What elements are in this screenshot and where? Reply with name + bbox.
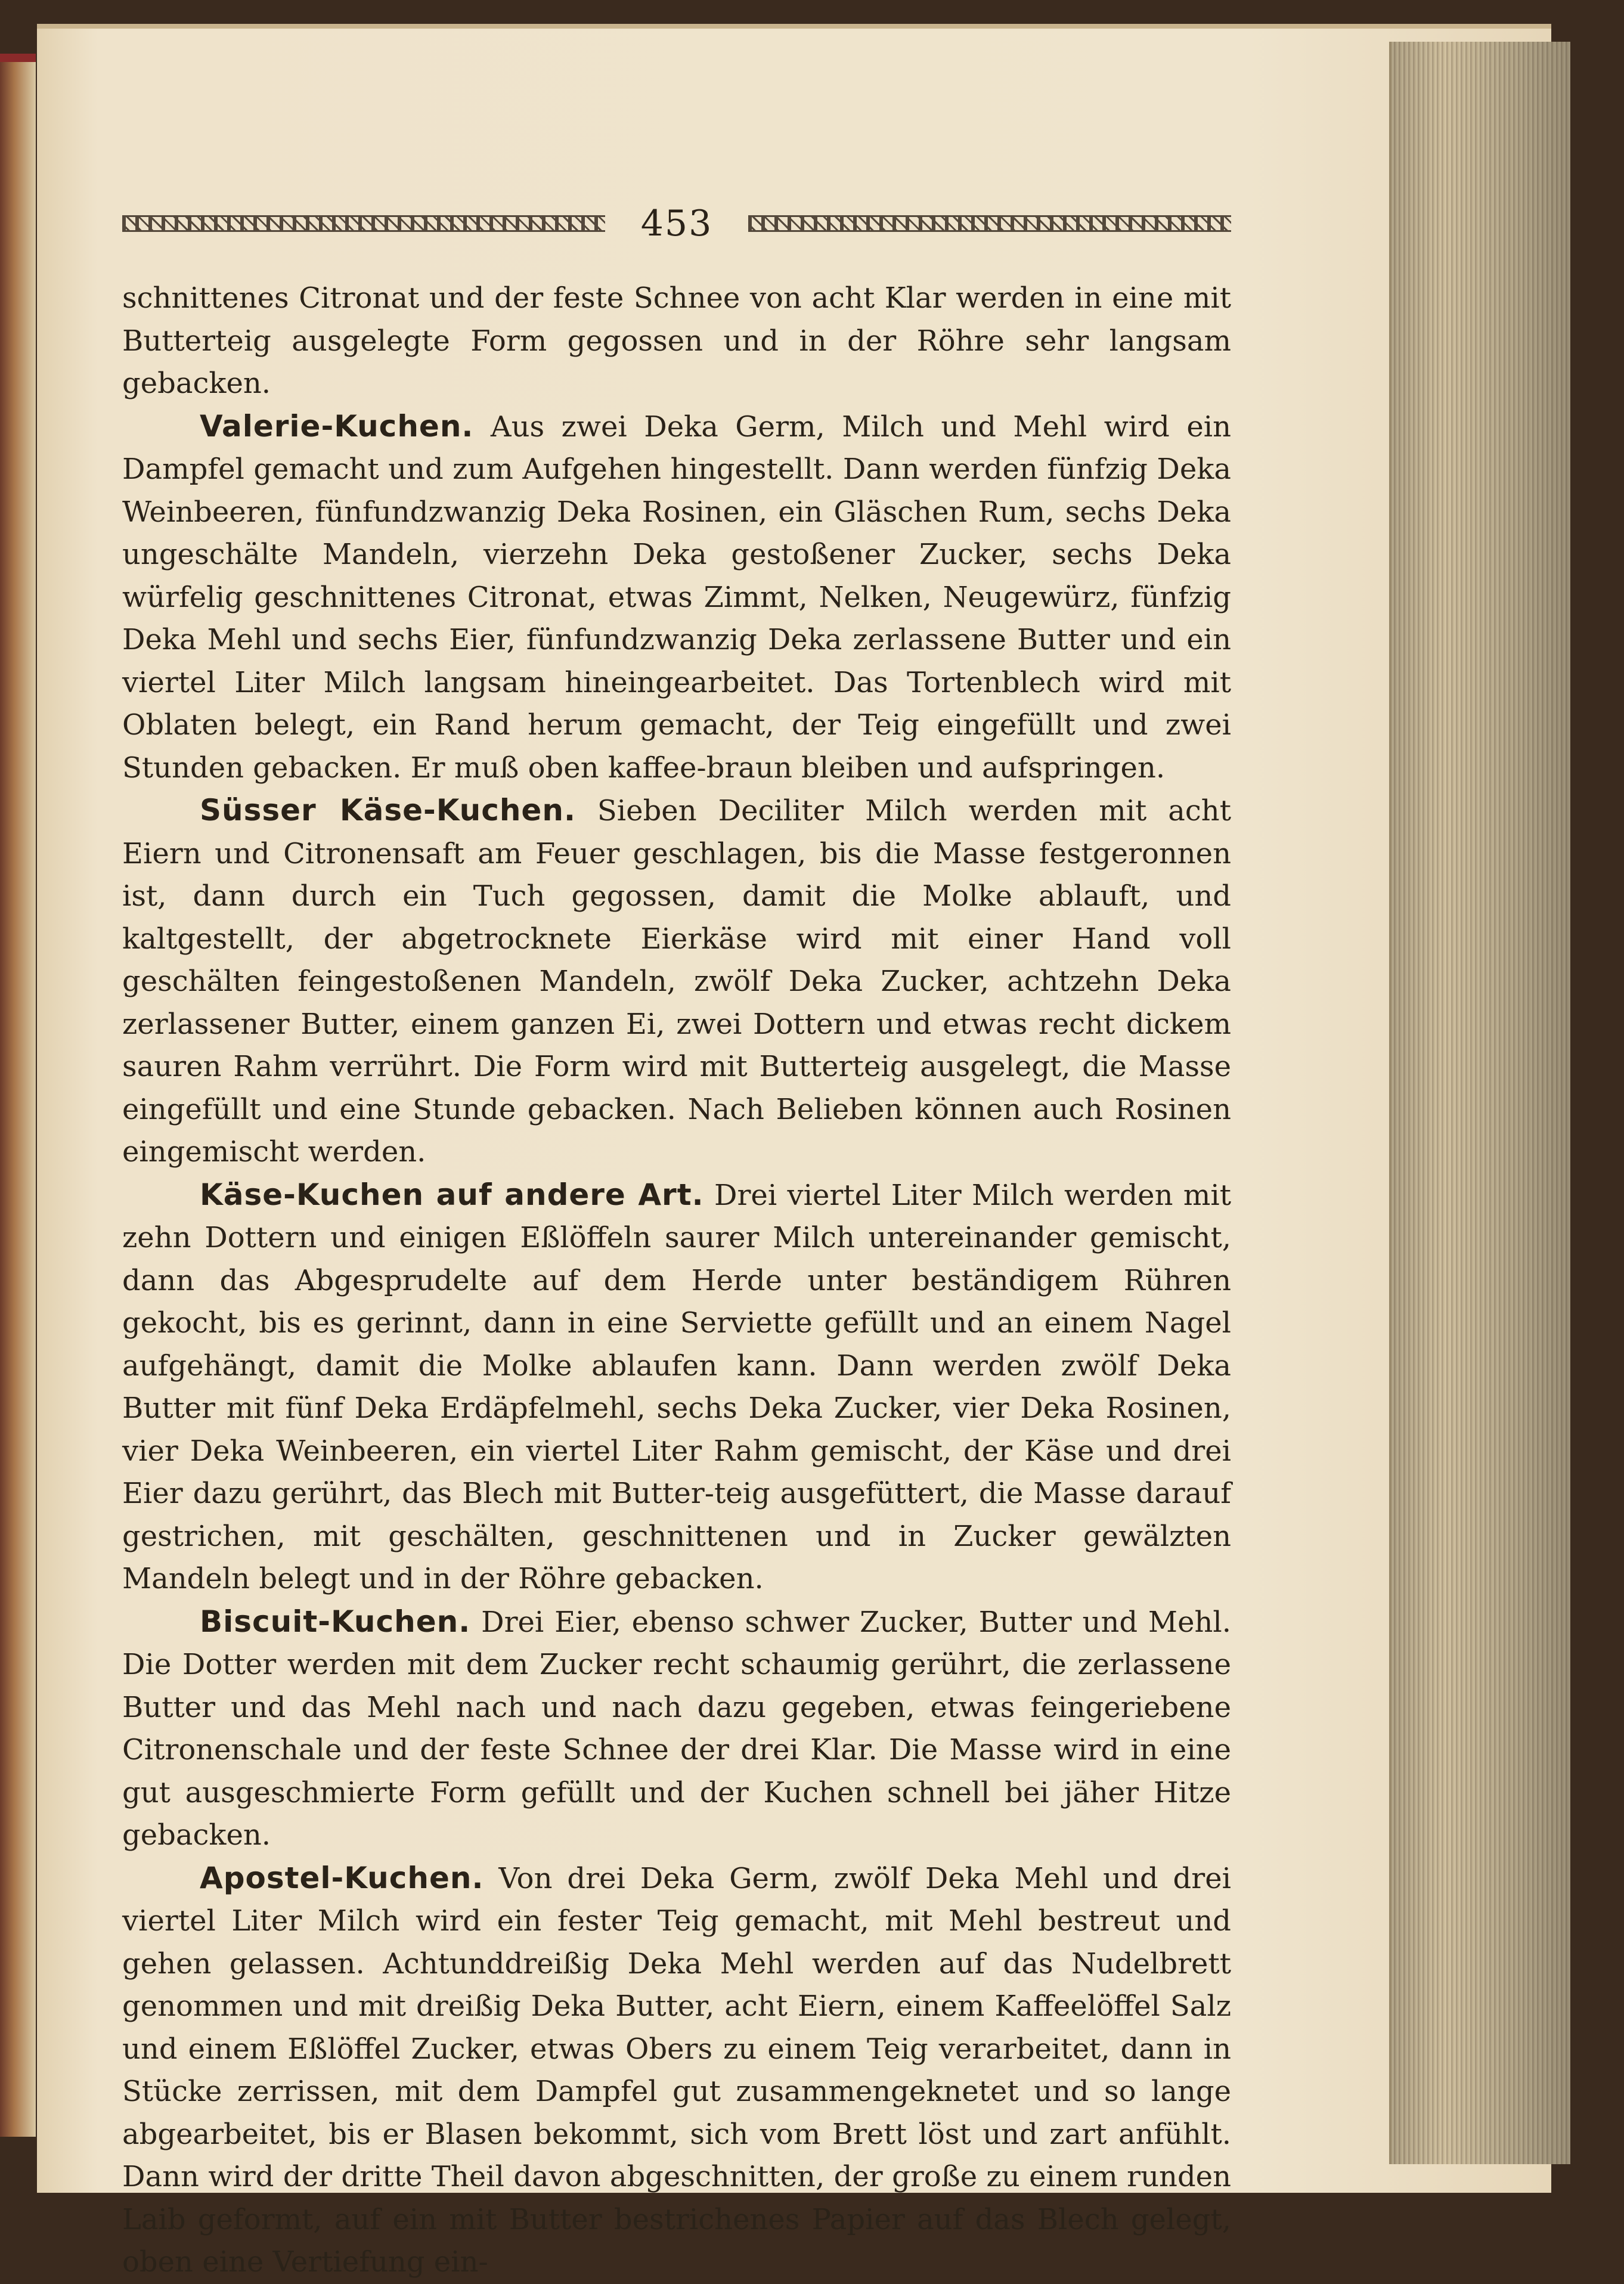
page-block-edges <box>1389 42 1570 2164</box>
recipe-valerie-kuchen: Valerie-Kuchen. Aus zwei Deka Germ, Milch und Mehl wird ein Dampfel gemacht und zum Aufgehen hingestellt. Dann werden fünfzig Deka Weinbeeren, fünfundzwanzig Deka Rosinen, ein Gläschen Rum, sechs Deka ungeschälte Mandeln, vierzehn Deka gestoßener Zucker, sechs Deka würfelig geschnittenes Citronat, etwas Zimmt, Nelken, Neugewürz, fünfzig Deka Mehl und sechs Eier, fünfundzwanzig Deka zerlassene Butter und ein viertel Liter Milch langsam hineingearbeitet. Das Tortenblech wird mit Oblaten belegt, ein Rand herum gemacht, der Teig eingefüllt und zwei Stunden gebacken. Er muß oben kaffee-braun bleiben und aufspringen. <box>122 408 1231 785</box>
recipe-heading: Biscuit-Kuchen. <box>200 1604 471 1639</box>
recipe-apostel-kuchen: Apostel-Kuchen. Von drei Deka Germ, zwölf Deka Mehl und drei viertel Liter Milch wird ein fester Teig gemacht, mit Mehl bestreut und gehen gelassen. Achtunddreißig Deka Mehl werden auf das Nudelbrett genommen und mit dreißig Deka Butter, acht Eiern, einem Kaffeelöffel Salz und einem Eßlöffel Zucker, etwas Obers zu einem Teig verarbeitet, dann in Stücke zerrissen, mit dem Dampfel gut zusammengeknetet und so lange abgearbeitet, bis er Blasen bekommt, sich vom Brett löst und zart anfühlt. Dann wird der dritte Theil davon abgeschnitten, der große zu einem runden Laib geformt, auf ein mit Butter bestrichenes Papier auf das Blech gelegt, oben eine Vertiefung ein- <box>122 1860 1231 2279</box>
recipe-kaese-kuchen-andere-art: Käse-Kuchen auf andere Art. Drei viertel Liter Milch werden mit zehn Dottern und einigen Eßlöffeln saurer Milch untereinander gemischt, dann das Abgesprudelte auf dem Herde unter beständigem Rühren gekocht, bis es gerinnt, dann in eine Serviette gefüllt und an einem Nagel aufgehängt, damit die Molke ablaufen kann. Dann werden zwölf Deka Butter mit fünf Deka Erdäpfelmehl, sechs Deka Zucker, vier Deka Rosinen, vier Deka Weinbeeren, ein viertel Liter Rahm gemischt, der Käse und drei Eier dazu gerührt, das Blech mit Butter-teig ausgefüttert, die Masse darauf gestrichen, mit geschälten, geschnittenen und in Zucker gewälzten Mandeln belegt und in der Röhre gebacken. <box>122 1177 1232 1595</box>
paragraph-continuation: schnittenes Citronat und der feste Schnee von acht Klar werden in eine mit Butterteig ausgelegte Form gegossen und in der Röhre sehr langsam gebacken. <box>122 281 1231 400</box>
left-page-edge <box>0 54 36 2137</box>
page-text <box>122 197 1231 2284</box>
recipe-suesser-kaese-kuchen: Süsser Käse-Kuchen. Sieben Deciliter Milch werden mit acht Eiern und Citronensaft am Feuer geschlagen, bis die Masse festgeronnen ist, dann durch ein Tuch gegossen, damit die Molke ablauft, und kaltgestellt, der abgetrocknete Eierkäse wird mit einer Hand voll geschälten feingestoßenen Mandeln, zwölf Deka Zucker, achtzehn Deka zerlassener Butter, einem ganzen Ei, zwei Dottern und etwas recht dickem sauren Rahm verrührt. Die Form wird mit Butterteig ausgelegt, die Masse eingefüllt und eine Stunde gebacken. Nach Belieben können auch Rosinen eingemischt werden. <box>122 793 1231 1169</box>
recipe-heading: Apostel-Kuchen. <box>200 1860 484 1895</box>
page-header <box>122 197 1231 250</box>
page-number: 453 <box>640 203 713 244</box>
recipe-heading: Süsser Käse-Kuchen. <box>200 793 576 828</box>
recipe-heading: Käse-Kuchen auf andere Art. <box>200 1177 704 1212</box>
header-ornament-left <box>122 215 605 232</box>
recipe-biscuit-kuchen: Biscuit-Kuchen. Drei Eier, ebenso schwer Zucker, Butter und Mehl. Die Dotter werden mit dem Zucker recht schaumig gerührt, die zerlassene Butter und das Mehl nach und nach dazu gegeben, etwas feingeriebene Citronenschale und der feste Schnee der drei Klar. Die Masse wird in eine gut ausgeschmierte Form gefüllt und der Kuchen schnell bei jäher Hitze gebacken. <box>122 1604 1232 1852</box>
recipe-heading: Valerie-Kuchen. <box>200 408 474 444</box>
header-ornament-right <box>748 215 1231 232</box>
